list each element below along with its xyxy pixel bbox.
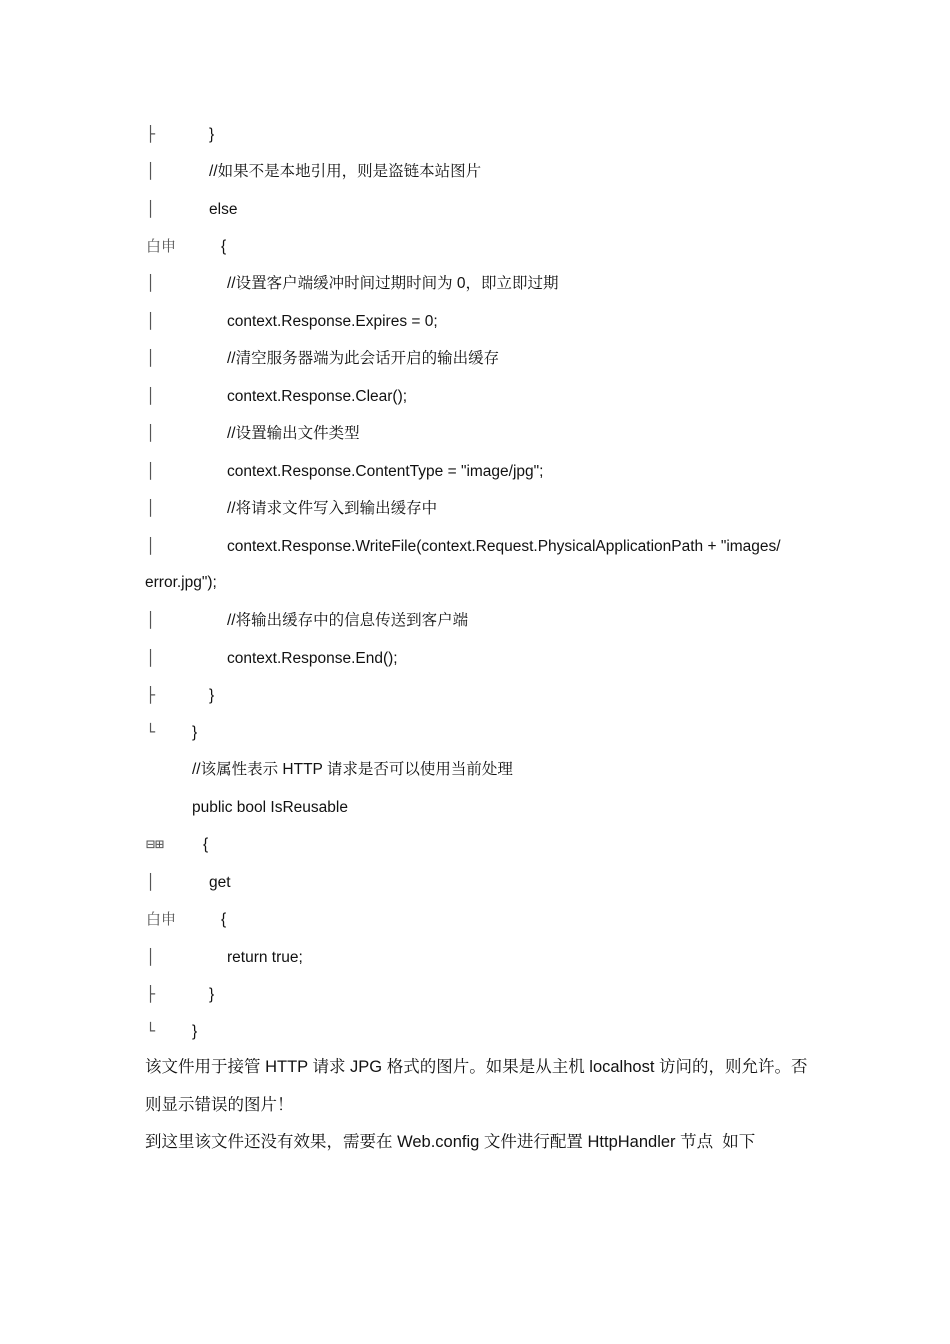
- code-line: [0, 498, 950, 522]
- code-line: [0, 423, 950, 447]
- fold-marker: └: [146, 1022, 156, 1040]
- code-text: context.Response.Expires = 0;: [227, 313, 438, 330]
- fold-marker: │: [146, 462, 156, 480]
- code-line: [0, 124, 950, 148]
- fold-marker: └: [146, 723, 156, 741]
- fold-marker: │: [146, 387, 156, 405]
- fold-marker: │: [146, 162, 156, 180]
- code-text: }: [209, 986, 215, 1003]
- code-text: context.Response.End();: [227, 650, 398, 667]
- fold-marker: ├: [146, 686, 156, 704]
- fold-marker: ⊟⊞: [146, 835, 165, 853]
- fold-marker: 白申: [146, 237, 177, 255]
- code-line: [0, 572, 950, 596]
- code-text: }: [192, 724, 198, 741]
- fold-marker: │: [146, 948, 156, 966]
- fold-marker: │: [146, 499, 156, 517]
- code-text: get: [209, 874, 231, 891]
- code-comment: //将输出缓存中的信息传送到客户端: [227, 612, 469, 629]
- fold-marker: │: [146, 424, 156, 442]
- code-line: [0, 947, 950, 971]
- code-text: {: [221, 238, 227, 255]
- code-text: {: [203, 836, 209, 853]
- code-line: [0, 536, 950, 560]
- code-line: [0, 610, 950, 634]
- paragraph: 则显示错误的图片！: [145, 1096, 294, 1114]
- fold-marker: │: [146, 611, 156, 629]
- code-line: [0, 648, 950, 672]
- fold-marker: 白申: [146, 910, 177, 928]
- fold-marker: │: [146, 873, 156, 891]
- code-line: [0, 872, 950, 896]
- code-text: }: [209, 687, 215, 704]
- code-line: [0, 386, 950, 410]
- fold-marker: ├: [146, 125, 156, 143]
- code-text: }: [209, 126, 215, 143]
- code-text: context.Response.ContentType = "image/jpg";: [227, 463, 544, 480]
- code-line: [0, 236, 950, 260]
- code-text: context.Response.WriteFile(context.Request.PhysicalApplicationPath + "images/: [227, 538, 781, 555]
- fold-marker: │: [146, 537, 156, 555]
- code-text: return true;: [227, 949, 303, 966]
- code-line: [0, 273, 950, 297]
- code-comment: //将请求文件写入到输出缓存中: [227, 500, 438, 517]
- code-line: [0, 311, 950, 335]
- code-comment: //如果不是本地引用，则是盗链本站图片: [209, 163, 482, 180]
- fold-marker: │: [146, 312, 156, 330]
- code-line: [0, 161, 950, 185]
- code-comment: //设置输出文件类型: [227, 425, 360, 442]
- code-line: [0, 722, 950, 746]
- code-text: else: [209, 201, 238, 218]
- code-line: [0, 1021, 950, 1045]
- paragraph: 到这里该文件还没有效果，需要在 Web.config 文件进行配置 HttpHandler 节点 如下: [145, 1133, 756, 1151]
- fold-marker: ├: [146, 985, 156, 1003]
- code-text: public bool IsReusable: [192, 799, 348, 816]
- code-line: [0, 909, 950, 933]
- code-line: [0, 984, 950, 1008]
- code-text: context.Response.Clear();: [227, 388, 408, 405]
- code-line: [0, 797, 950, 821]
- code-line: [0, 685, 950, 709]
- paragraph: 该文件用于接管 HTTP 请求 JPG 格式的图片。如果是从主机 localhost 访问的，则允许。否: [145, 1058, 808, 1076]
- fold-marker: │: [146, 649, 156, 667]
- code-text: }: [192, 1023, 198, 1040]
- code-line: [0, 834, 950, 858]
- code-text: error.jpg");: [145, 574, 217, 591]
- fold-marker: │: [146, 200, 156, 218]
- code-text: {: [221, 911, 227, 928]
- code-line: [0, 759, 950, 783]
- code-comment: //该属性表示 HTTP 请求是否可以使用当前处理: [192, 761, 513, 778]
- code-comment: //清空服务器端为此会话开启的输出缓存: [227, 350, 500, 367]
- fold-marker: │: [146, 274, 156, 292]
- code-line: [0, 199, 950, 223]
- code-comment: //设置客户端缓冲时间过期时间为 0，即立即过期: [227, 275, 559, 292]
- code-line: [0, 461, 950, 485]
- fold-marker: │: [146, 349, 156, 367]
- code-line: [0, 348, 950, 372]
